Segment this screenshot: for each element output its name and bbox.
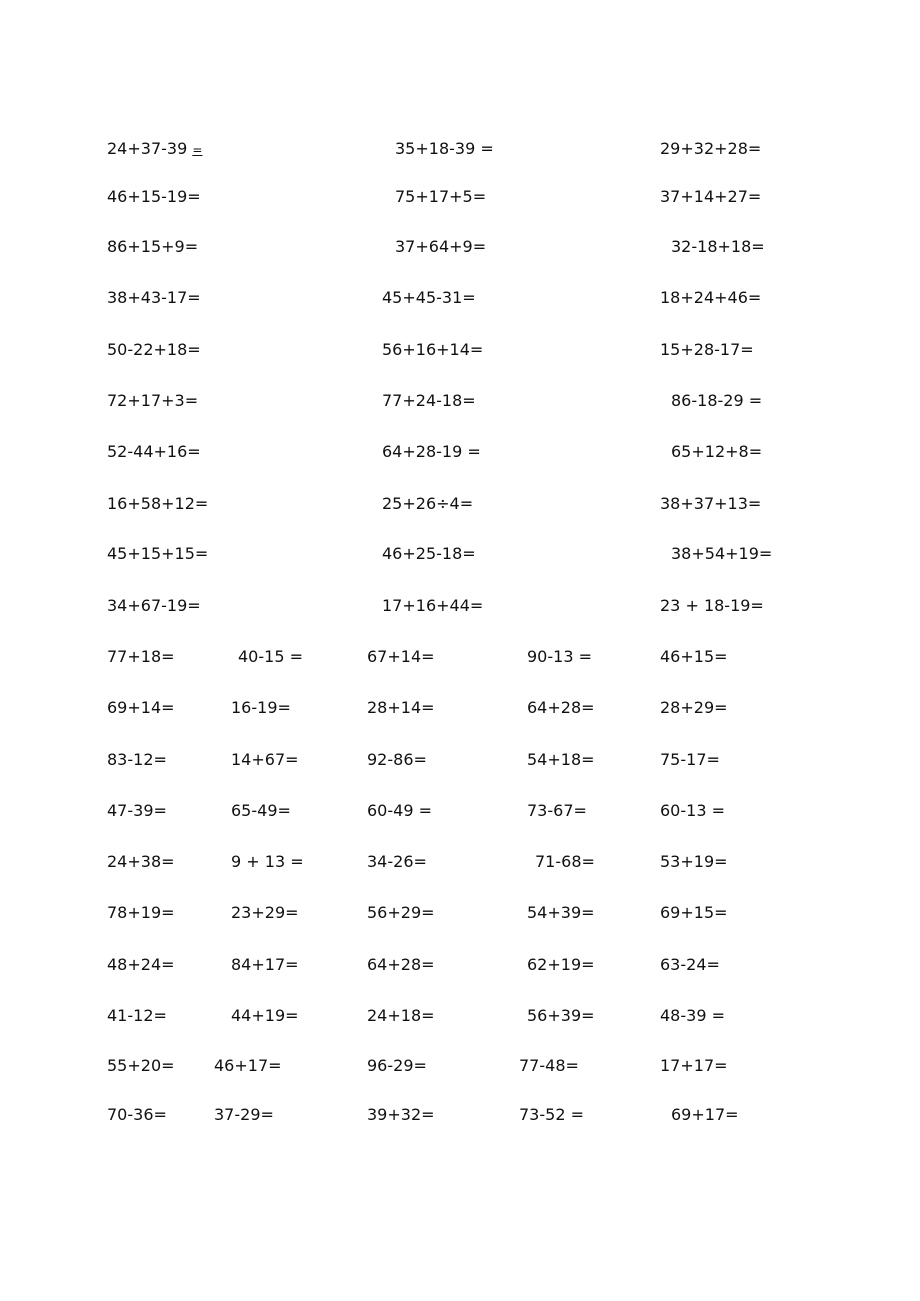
- problem: 75-17=: [660, 750, 720, 769]
- problem-row: [0, 389, 920, 413]
- problem-row: [0, 440, 920, 464]
- problem: 38+37+13=: [660, 494, 762, 513]
- problem: 63-24=: [660, 955, 720, 974]
- problem: 32-18+18=: [671, 237, 765, 256]
- problem: 16+58+12=: [107, 494, 209, 513]
- problem: 14+67=: [231, 750, 299, 769]
- problem-row: [0, 1054, 920, 1078]
- problem: 38+54+19=: [671, 544, 773, 563]
- problem-row: [0, 953, 920, 977]
- problem: 24+37-39 =: [107, 139, 203, 158]
- problem: 47-39=: [107, 801, 167, 820]
- problem: 41-12=: [107, 1006, 167, 1025]
- problem-row: [0, 799, 920, 823]
- problem: 54+39=: [527, 903, 595, 922]
- problem-row: [0, 850, 920, 874]
- problem: 28+14=: [367, 698, 435, 717]
- problem: 50-22+18=: [107, 340, 201, 359]
- problem: 45+45-31=: [382, 288, 476, 307]
- problem: 96-29=: [367, 1056, 427, 1075]
- problem: 86-18-29 =: [671, 391, 763, 410]
- problem: 34-26=: [367, 852, 427, 871]
- problem-row: [0, 594, 920, 618]
- problem: 53+19=: [660, 852, 728, 871]
- problem: 90-13 =: [527, 647, 592, 666]
- problem-row: [0, 492, 920, 516]
- problem: 44+19=: [231, 1006, 299, 1025]
- problem: 15+28-17=: [660, 340, 754, 359]
- problem: 23 + 18-19=: [660, 596, 764, 615]
- equals-sign: =: [192, 143, 203, 157]
- problem: 56+39=: [527, 1006, 595, 1025]
- problem: 84+17=: [231, 955, 299, 974]
- problem: 9 + 13 =: [231, 852, 304, 871]
- problem: 28+29=: [660, 698, 728, 717]
- problem-row: [0, 1103, 920, 1127]
- problem-row: [0, 338, 920, 362]
- problem: 77+24-18=: [382, 391, 476, 410]
- problem: 40-15 =: [238, 647, 303, 666]
- problem: 71-68=: [535, 852, 595, 871]
- problem: 56+29=: [367, 903, 435, 922]
- problem: 38+43-17=: [107, 288, 201, 307]
- problem: 92-86=: [367, 750, 427, 769]
- problem: 56+16+14=: [382, 340, 484, 359]
- problem: 46+17=: [214, 1056, 282, 1075]
- problem: 48-39 =: [660, 1006, 725, 1025]
- problem: 64+28-19 =: [382, 442, 481, 461]
- problem: 69+17=: [671, 1105, 739, 1124]
- problem: 69+15=: [660, 903, 728, 922]
- problem: 25+26÷4=: [382, 494, 474, 513]
- problem: 48+24=: [107, 955, 175, 974]
- problem: 60-49 =: [367, 801, 432, 820]
- problem: 86+15+9=: [107, 237, 199, 256]
- problem: 23+29=: [231, 903, 299, 922]
- problem: 34+67-19=: [107, 596, 201, 615]
- problem: 73-67=: [527, 801, 587, 820]
- problem: 62+19=: [527, 955, 595, 974]
- problem-row: [0, 185, 920, 209]
- problem: 37+64+9=: [395, 237, 487, 256]
- problem: 46+15=: [660, 647, 728, 666]
- problem-row: [0, 137, 920, 161]
- problem-row: [0, 1004, 920, 1028]
- problem: 67+14=: [367, 647, 435, 666]
- problem: 46+25-18=: [382, 544, 476, 563]
- problem: 75+17+5=: [395, 187, 487, 206]
- problem: 35+18-39 =: [395, 139, 494, 158]
- problem: 60-13 =: [660, 801, 725, 820]
- problem: 45+15+15=: [107, 544, 209, 563]
- problem: 65+12+8=: [671, 442, 763, 461]
- problem: 37+14+27=: [660, 187, 762, 206]
- problem: 37-29=: [214, 1105, 274, 1124]
- problem: 64+28=: [527, 698, 595, 717]
- problem: 77+18=: [107, 647, 175, 666]
- problem: 17+16+44=: [382, 596, 484, 615]
- problem-row: [0, 286, 920, 310]
- problem-row: [0, 235, 920, 259]
- problem: 54+18=: [527, 750, 595, 769]
- problem: 16-19=: [231, 698, 291, 717]
- problem-row: [0, 748, 920, 772]
- problem: 46+15-19=: [107, 187, 201, 206]
- problem: 72+17+3=: [107, 391, 199, 410]
- problem: 83-12=: [107, 750, 167, 769]
- problem-row: [0, 542, 920, 566]
- problem: 64+28=: [367, 955, 435, 974]
- problem: 55+20=: [107, 1056, 175, 1075]
- problem: 29+32+28=: [660, 139, 762, 158]
- problem: 70-36=: [107, 1105, 167, 1124]
- problem: 39+32=: [367, 1105, 435, 1124]
- problem: 24+38=: [107, 852, 175, 871]
- problem: 65-49=: [231, 801, 291, 820]
- problem: 73-52 =: [519, 1105, 584, 1124]
- problem: 77-48=: [519, 1056, 579, 1075]
- problem-row: [0, 901, 920, 925]
- problem: 24+18=: [367, 1006, 435, 1025]
- problem: 52-44+16=: [107, 442, 201, 461]
- problem: 78+19=: [107, 903, 175, 922]
- problem: 18+24+46=: [660, 288, 762, 307]
- problem-row: [0, 696, 920, 720]
- problem: 69+14=: [107, 698, 175, 717]
- problem-row: [0, 645, 920, 669]
- problem: 17+17=: [660, 1056, 728, 1075]
